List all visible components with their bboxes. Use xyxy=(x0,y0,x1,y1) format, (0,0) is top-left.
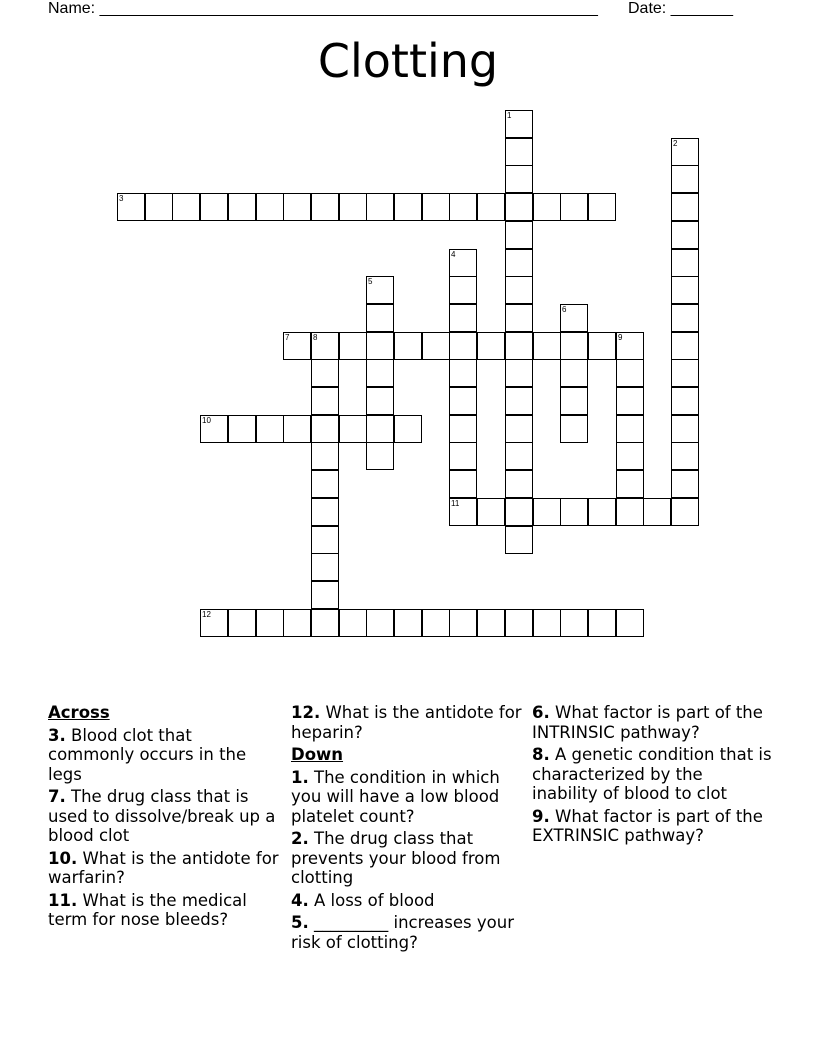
clue-across-3 xyxy=(48,726,280,785)
grid-cell[interactable] xyxy=(283,609,311,637)
grid-cell[interactable] xyxy=(671,249,699,277)
cell-number: 12 xyxy=(202,610,211,619)
grid-cell[interactable] xyxy=(449,332,477,360)
grid-cell[interactable] xyxy=(339,609,367,637)
grid-cell[interactable] xyxy=(228,609,256,637)
grid-cell[interactable] xyxy=(560,332,588,360)
grid-cell[interactable] xyxy=(311,387,339,415)
grid-cell[interactable] xyxy=(477,498,505,526)
grid-cell[interactable] xyxy=(339,332,367,360)
grid-cell[interactable] xyxy=(671,442,699,470)
grid-cell[interactable] xyxy=(588,609,616,637)
grid-cell[interactable] xyxy=(366,304,394,332)
grid-cell[interactable] xyxy=(449,359,477,387)
grid-cell[interactable] xyxy=(560,193,588,221)
grid-cell[interactable] xyxy=(505,609,533,637)
clue-number: 3. xyxy=(48,725,66,745)
clue-text: What is the medical term for nose bleeds? xyxy=(48,890,247,929)
grid-cell[interactable] xyxy=(449,276,477,304)
grid-cell[interactable] xyxy=(449,249,477,277)
clue-down-1 xyxy=(291,768,527,827)
grid-cell[interactable] xyxy=(311,581,339,609)
clue-down-5 xyxy=(291,913,527,952)
clue-number: 8. xyxy=(532,745,550,764)
clue-number: 7. xyxy=(48,787,66,806)
clue-down-4 xyxy=(291,891,527,911)
grid-cell[interactable] xyxy=(283,415,311,443)
grid-cell[interactable] xyxy=(311,415,339,443)
grid-cell[interactable] xyxy=(560,387,588,415)
grid-cell[interactable] xyxy=(449,442,477,470)
grid-cell[interactable] xyxy=(228,193,256,221)
cell-number: 9 xyxy=(618,333,623,342)
grid-cell[interactable] xyxy=(366,387,394,415)
cell-number: 11 xyxy=(451,499,460,508)
clue-number: 6. xyxy=(532,703,550,722)
grid-cell[interactable] xyxy=(533,193,561,221)
clue-number: 1. xyxy=(291,767,309,787)
grid-cell[interactable] xyxy=(283,193,311,221)
grid-cell[interactable] xyxy=(505,304,533,332)
grid-cell[interactable] xyxy=(588,332,616,360)
grid-cell[interactable] xyxy=(449,304,477,332)
grid-cell[interactable] xyxy=(505,138,533,166)
grid-cell[interactable] xyxy=(616,387,644,415)
clue-text: What is the antidote for heparin? xyxy=(291,703,522,742)
grid-cell[interactable] xyxy=(505,110,533,138)
grid-cell[interactable] xyxy=(671,138,699,166)
grid-cell[interactable] xyxy=(616,442,644,470)
grid-cell[interactable] xyxy=(256,415,284,443)
clue-number: 12. xyxy=(291,703,321,722)
grid-cell[interactable] xyxy=(422,332,450,360)
clue-across-7 xyxy=(48,787,280,846)
grid-cell[interactable] xyxy=(505,221,533,249)
grid-cell[interactable] xyxy=(394,193,422,221)
grid-cell[interactable] xyxy=(311,470,339,498)
cell-number: 7 xyxy=(285,333,290,342)
grid-cell[interactable] xyxy=(422,193,450,221)
grid-cell[interactable] xyxy=(505,470,533,498)
grid-cell[interactable] xyxy=(671,304,699,332)
down-heading: Down xyxy=(291,745,344,764)
grid-cell[interactable] xyxy=(311,609,339,637)
grid-cell[interactable] xyxy=(505,359,533,387)
grid-cell[interactable] xyxy=(671,276,699,304)
clue-number: 2. xyxy=(291,829,309,848)
grid-cell[interactable] xyxy=(616,498,644,526)
grid-cell[interactable] xyxy=(366,332,394,360)
cell-number: 5 xyxy=(368,277,373,286)
grid-cell[interactable] xyxy=(145,193,173,221)
grid-cell[interactable] xyxy=(200,609,228,637)
cell-number: 4 xyxy=(451,250,456,259)
cell-number: 2 xyxy=(673,139,678,148)
grid-cell[interactable] xyxy=(339,415,367,443)
grid-cell[interactable] xyxy=(366,359,394,387)
clue-across-11 xyxy=(48,891,280,930)
grid-cell[interactable] xyxy=(366,415,394,443)
grid-cell[interactable] xyxy=(671,470,699,498)
clue-number: 9. xyxy=(532,806,550,826)
clue-number: 10. xyxy=(48,848,78,868)
grid-cell[interactable] xyxy=(366,442,394,470)
grid-cell[interactable] xyxy=(311,193,339,221)
grid-cell[interactable] xyxy=(339,193,367,221)
clue-text: The drug class that prevents your blood from clotting xyxy=(291,829,501,887)
name-field[interactable]: Name: ________________________________________________________ xyxy=(48,0,598,17)
grid-cell[interactable] xyxy=(394,609,422,637)
clue-text: _________ increases your risk of clotting? xyxy=(291,913,514,952)
grid-cell[interactable] xyxy=(671,498,699,526)
grid-cell[interactable] xyxy=(671,415,699,443)
grid-cell[interactable] xyxy=(449,609,477,637)
grid-cell[interactable] xyxy=(449,470,477,498)
grid-cell[interactable] xyxy=(505,332,533,360)
grid-cell[interactable] xyxy=(228,415,256,443)
grid-cell[interactable] xyxy=(449,415,477,443)
grid-cell[interactable] xyxy=(366,609,394,637)
grid-cell[interactable] xyxy=(311,332,339,360)
clue-text: A genetic condition that is characterized by the inability of blood to clot xyxy=(532,745,772,803)
page-title: Clotting xyxy=(317,34,499,88)
grid-cell[interactable] xyxy=(616,415,644,443)
grid-cell[interactable] xyxy=(505,387,533,415)
grid-cell[interactable] xyxy=(505,165,533,193)
grid-cell[interactable] xyxy=(200,193,228,221)
grid-cell[interactable] xyxy=(560,359,588,387)
grid-cell[interactable] xyxy=(533,609,561,637)
grid-cell[interactable] xyxy=(671,387,699,415)
grid-cell[interactable] xyxy=(560,304,588,332)
clue-text: What factor is part of the INTRINSIC pathway? xyxy=(532,703,763,742)
date-field[interactable]: Date: _______ xyxy=(628,0,733,17)
grid-cell[interactable] xyxy=(422,609,450,637)
clue-number: 4. xyxy=(291,890,309,910)
clue-down-6 xyxy=(532,703,772,742)
grid-cell[interactable] xyxy=(256,193,284,221)
grid-cell[interactable] xyxy=(671,359,699,387)
clue-column-3 xyxy=(532,703,772,849)
cell-number: 3 xyxy=(119,194,124,203)
grid-cell[interactable] xyxy=(560,498,588,526)
clue-number: 11. xyxy=(48,890,78,910)
clue-column-1 xyxy=(48,703,280,933)
cell-number: 10 xyxy=(202,416,211,425)
clue-text: What is the antidote for warfarin? xyxy=(48,848,279,887)
grid-cell[interactable] xyxy=(616,470,644,498)
grid-cell[interactable] xyxy=(560,609,588,637)
grid-cell[interactable] xyxy=(533,332,561,360)
grid-cell[interactable] xyxy=(505,498,533,526)
across-heading: Across xyxy=(48,703,110,722)
grid-cell[interactable] xyxy=(505,249,533,277)
grid-cell[interactable] xyxy=(505,526,533,554)
grid-cell[interactable] xyxy=(477,609,505,637)
grid-cell[interactable] xyxy=(256,609,284,637)
grid-cell[interactable] xyxy=(311,498,339,526)
clue-text: The drug class that is used to dissolve/break up a blood clot xyxy=(48,787,276,845)
grid-cell[interactable] xyxy=(311,359,339,387)
clue-column-2 xyxy=(291,703,527,955)
clue-text: The condition in which you will have a low blood platelet count? xyxy=(291,767,500,826)
grid-cell[interactable] xyxy=(477,193,505,221)
grid-cell[interactable] xyxy=(533,498,561,526)
grid-cell[interactable] xyxy=(449,193,477,221)
grid-cell[interactable] xyxy=(616,609,644,637)
grid-cell[interactable] xyxy=(616,359,644,387)
grid-cell[interactable] xyxy=(172,193,200,221)
cell-number: 6 xyxy=(562,305,567,314)
grid-cell[interactable] xyxy=(671,221,699,249)
grid-cell[interactable] xyxy=(671,193,699,221)
clue-text: What factor is part of the EXTRINSIC pathway? xyxy=(532,806,763,845)
grid-cell[interactable] xyxy=(394,415,422,443)
clue-across-12 xyxy=(291,703,527,742)
grid-cell[interactable] xyxy=(616,332,644,360)
grid-cell[interactable] xyxy=(311,526,339,554)
grid-cell[interactable] xyxy=(588,498,616,526)
grid-cell[interactable] xyxy=(505,193,533,221)
grid-cell[interactable] xyxy=(449,387,477,415)
grid-cell[interactable] xyxy=(366,276,394,304)
cell-number: 1 xyxy=(507,111,512,120)
grid-cell[interactable] xyxy=(671,165,699,193)
grid-cell[interactable] xyxy=(394,332,422,360)
clue-number: 5. xyxy=(291,913,309,932)
grid-cell[interactable] xyxy=(117,193,145,221)
grid-cell[interactable] xyxy=(560,415,588,443)
grid-cell[interactable] xyxy=(311,553,339,581)
grid-cell[interactable] xyxy=(505,415,533,443)
grid-cell[interactable] xyxy=(311,442,339,470)
grid-cell[interactable] xyxy=(449,498,477,526)
cell-number: 8 xyxy=(313,333,318,342)
grid-cell[interactable] xyxy=(643,498,671,526)
clue-down-2 xyxy=(291,829,527,888)
grid-cell[interactable] xyxy=(505,276,533,304)
clue-down-9 xyxy=(532,807,772,846)
grid-cell[interactable] xyxy=(588,193,616,221)
grid-cell[interactable] xyxy=(366,193,394,221)
grid-cell[interactable] xyxy=(505,442,533,470)
clue-across-10 xyxy=(48,849,280,888)
clue-text: Blood clot that commonly occurs in the legs xyxy=(48,725,247,784)
grid-cell[interactable] xyxy=(200,415,228,443)
grid-cell[interactable] xyxy=(671,332,699,360)
clue-down-8 xyxy=(532,745,772,804)
clue-text: A loss of blood xyxy=(314,890,435,910)
grid-cell[interactable] xyxy=(477,332,505,360)
grid-cell[interactable] xyxy=(283,332,311,360)
